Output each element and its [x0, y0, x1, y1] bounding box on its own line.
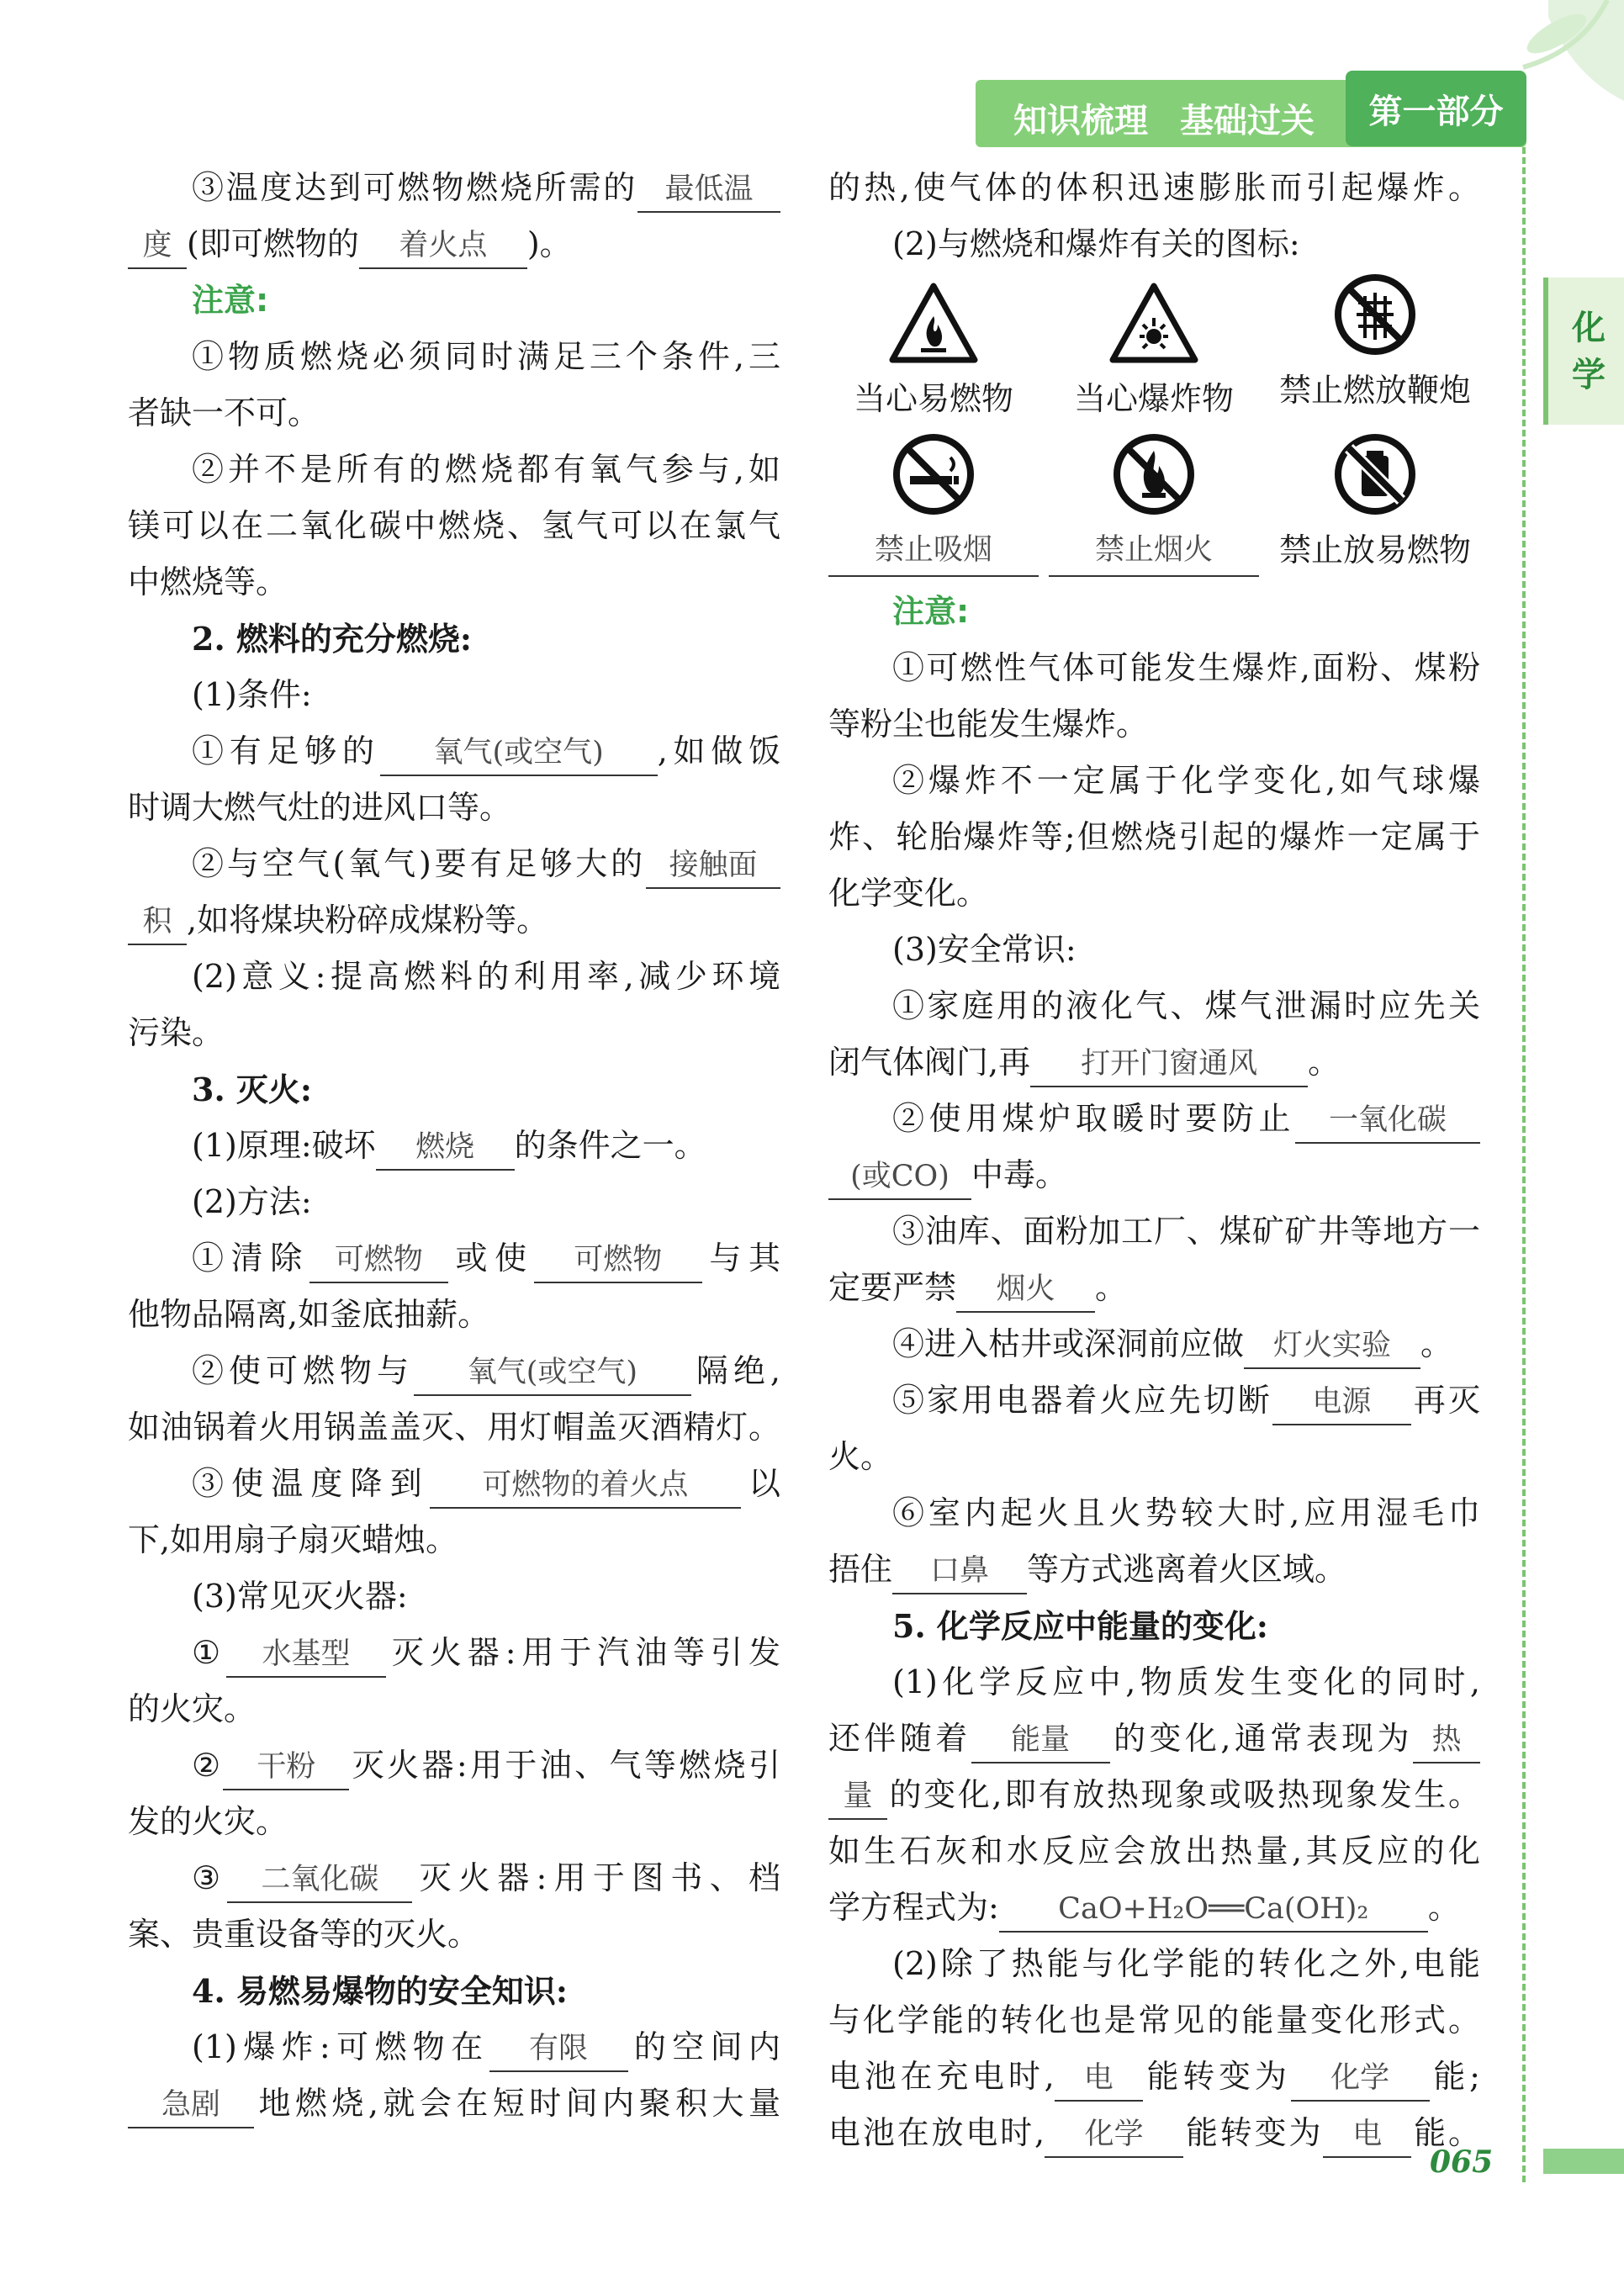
answer-blank: 着火点	[359, 224, 527, 269]
answer-blank: 燃烧	[376, 1125, 515, 1171]
text-line: 如油锅着火用锅盖盖灭、用灯帽盖灭酒精灯。	[128, 1409, 780, 1446]
text-line: ③使温度降到 可燃物的着火点 以	[128, 1456, 780, 1512]
answer-blank: 灯火实验	[1244, 1324, 1420, 1369]
answer-blank: 电源	[1272, 1380, 1411, 1425]
page-number-bar	[1543, 2149, 1624, 2174]
safety-signs-grid	[828, 272, 1480, 584]
text-line: (1)原理:破坏 燃烧 的条件之一。	[128, 1118, 780, 1174]
sign-no-flammables	[1270, 432, 1480, 575]
text-line: (2)除了热能与化学能的转化之外,电能	[892, 1945, 1480, 1982]
text-line: ②使用煤炉取暖时要防止 一氧化碳	[828, 1091, 1480, 1147]
answer-blank: CaO+H₂O══Ca(OH)₂	[999, 1887, 1428, 1933]
text-line: 量 的变化,即有放热现象或吸热现象发生。	[828, 1767, 1480, 1823]
sign-label-blank: 禁止烟火	[1049, 525, 1259, 577]
answer-blank: 电	[1055, 2056, 1143, 2102]
section-heading: 5. 化学反应中能量的变化:	[892, 1607, 1268, 1645]
text-line: 污染。	[128, 1014, 225, 1051]
text-line: (2)意义:提高燃料的利用率,减少环境	[192, 958, 780, 995]
text-line: 电池在充电时, 电 能转变为 化学 能;	[828, 2049, 1480, 2105]
no-open-flame-icon	[1112, 432, 1196, 516]
text-line: 的火灾。	[128, 1690, 257, 1727]
answer-blank: 电	[1323, 2112, 1411, 2158]
text-line: 的热,使气体的体积迅速膨胀而引起爆炸。	[828, 169, 1480, 206]
sign-flammable	[828, 281, 1039, 424]
answer-blank: 急剧	[128, 2083, 254, 2128]
text-line: (2)方法:	[192, 1183, 312, 1220]
text-line: ③油库、面粉加工厂、煤矿矿井等地方一	[892, 1213, 1480, 1250]
no-smoking-icon	[891, 432, 976, 516]
text-line: ① 水基型 灭火器:用于汽油等引发	[128, 1625, 780, 1681]
sign-label: 禁止放易燃物	[1278, 531, 1471, 568]
text-line: ②使可燃物与 氧气(或空气) 隔绝,	[128, 1343, 780, 1399]
answer-blank: 化学	[1291, 2056, 1430, 2102]
sign-explosive	[1049, 281, 1259, 424]
text-line: ①清除 可燃物 或使 可燃物 与其	[128, 1230, 780, 1287]
text-line: 积 ,如将煤块粉碎成煤粉等。	[128, 892, 780, 949]
text-line: 学方程式为: CaO+H₂O══Ca(OH)₂ 。	[828, 1880, 1480, 1936]
answer-blank: 最低温	[637, 167, 780, 213]
answer-blank: 积	[128, 900, 187, 945]
answer-blank: 口鼻	[892, 1549, 1027, 1594]
text-line: ①家庭用的液化气、煤气泄漏时应先关	[892, 987, 1480, 1024]
text-line: 定要严禁 烟火 。	[828, 1260, 1480, 1316]
text-line: (3)常见灭火器:	[192, 1578, 408, 1615]
answer-blank: 有限	[489, 2027, 628, 2072]
text-line: ② 干粉 灭火器:用于油、气等燃烧引	[128, 1737, 780, 1794]
text-line: 火。	[828, 1438, 893, 1475]
text-line: 时调大燃气灶的进风口等。	[128, 789, 512, 826]
text-line: (3)安全常识:	[892, 931, 1076, 968]
header-tag-knowledge: 知识梳理	[1013, 102, 1148, 140]
no-flammables-icon	[1333, 432, 1417, 516]
answer-blank: 可燃物	[309, 1238, 448, 1283]
no-firecrackers-icon	[1333, 272, 1417, 357]
sign-label: 禁止燃放鞭炮	[1278, 372, 1471, 409]
text-line: 度 (即可燃物的 着火点 )。	[128, 216, 780, 272]
text-line: ③ 二氧化碳 灭火器:用于图书、档	[128, 1850, 780, 1906]
header-tag-basics: 基础过关	[1180, 102, 1315, 140]
note-heading: 注意:	[192, 282, 269, 319]
section-heading: 2. 燃料的充分燃烧:	[192, 620, 472, 658]
text-line: ⑥室内起火且火势较大时,应用湿毛巾	[892, 1494, 1480, 1531]
text-line: (1)条件:	[192, 676, 312, 713]
text-line: ④进入枯井或深洞前应做 灯火实验 。	[828, 1316, 1480, 1372]
header-part-label: 第一部分	[1346, 71, 1526, 146]
text-line: ②并不是所有的燃烧都有氧气参与,如	[192, 451, 780, 488]
section-heading: 3. 灭火:	[192, 1071, 312, 1108]
sign-no-firecrackers	[1270, 272, 1480, 415]
text-line: 镁可以在二氧化碳中燃烧、氢气可以在氯气	[128, 507, 780, 544]
section-heading: 4. 易燃易爆物的安全知识:	[192, 1972, 568, 2010]
text-line: 还伴随着 能量 的变化,通常表现为 热	[828, 1711, 1480, 1767]
text-line: (或CO) 中毒。	[828, 1147, 1480, 1203]
sign-label-blank: 禁止吸烟	[828, 525, 1039, 577]
answer-blank: 烟火	[956, 1267, 1095, 1313]
side-tab-char-2: 学	[1572, 355, 1605, 394]
text-line: 他物品隔离,如釜底抽薪。	[128, 1296, 490, 1333]
text-line: (2)与燃烧和爆炸有关的图标:	[892, 225, 1300, 262]
note-heading: 注意:	[892, 593, 970, 630]
sign-no-open-flame	[1049, 432, 1259, 577]
answer-blank: 度	[128, 224, 187, 269]
text-line: ⑤家用电器着火应先切断 电源 再灭	[828, 1372, 1480, 1429]
margin-dashed-line	[1522, 147, 1526, 2182]
text-line: ②与空气(氧气)要有足够大的 接触面	[128, 836, 780, 892]
answer-blank: 一氧化碳	[1295, 1098, 1480, 1144]
text-line: 等粉尘也能发生爆炸。	[828, 706, 1149, 743]
answer-blank: 接触面	[646, 843, 780, 889]
sign-label: 当心易燃物	[853, 380, 1013, 417]
text-line: ③温度达到可燃物燃烧所需的 最低温	[128, 160, 780, 216]
answer-blank: (或CO)	[828, 1155, 971, 1200]
left-column	[128, 160, 780, 2132]
flammable-warning-icon	[887, 281, 980, 365]
answer-blank: 能量	[971, 1718, 1110, 1763]
answer-blank: 可燃物	[534, 1238, 702, 1283]
text-line: 如生石灰和水反应会放出热量,其反应的化	[828, 1832, 1480, 1869]
text-line: 捂住 口鼻 等方式逃离着火区域。	[828, 1541, 1480, 1598]
text-line: ①可燃性气体可能发生爆炸,面粉、煤粉	[892, 649, 1480, 686]
answer-blank: 热	[1413, 1718, 1480, 1763]
text-line: 急剧 地燃烧,就会在短时间内聚积大量	[128, 2075, 780, 2132]
subject-side-tab	[1543, 278, 1624, 425]
text-line: ①有足够的 氧气(或空气) ,如做饭	[128, 723, 780, 780]
text-line: 与化学能的转化也是常见的能量变化形式。	[828, 2001, 1480, 2038]
answer-blank: 氧气(或空气)	[414, 1351, 691, 1396]
text-line: ②爆炸不一定属于化学变化,如气球爆	[892, 762, 1480, 799]
text-line: (1)化学反应中,物质发生变化的同时,	[892, 1663, 1480, 1700]
answer-blank: 打开门窗通风	[1030, 1042, 1308, 1087]
answer-blank: 可燃物的着火点	[430, 1463, 741, 1509]
answer-blank: 量	[828, 1774, 887, 1820]
sign-no-smoking	[828, 432, 1039, 577]
sign-label: 当心爆炸物	[1073, 380, 1234, 417]
text-line: (1)爆炸:可燃物在 有限 的空间内	[128, 2019, 780, 2075]
answer-blank: 水基型	[226, 1632, 386, 1678]
text-line: 化学变化。	[828, 875, 989, 912]
answer-blank: 氧气(或空气)	[380, 731, 658, 776]
side-tab-char-1: 化	[1572, 308, 1605, 347]
text-line: ①物质燃烧必须同时满足三个条件,三	[192, 338, 780, 375]
answer-blank: 干粉	[223, 1745, 349, 1790]
text-line: 电池在放电时, 化学 能转变为 电 能。	[828, 2105, 1480, 2161]
text-line: 闭气体阀门,再 打开门窗通风 。	[828, 1034, 1480, 1091]
right-column	[828, 160, 1480, 2161]
answer-blank: 化学	[1045, 2112, 1183, 2158]
text-line: 下,如用扇子扇灭蜡烛。	[128, 1521, 458, 1558]
text-line: 案、贵重设备等的灭火。	[128, 1916, 480, 1953]
answer-blank: 二氧化碳	[227, 1858, 412, 1903]
text-line: 者缺一不可。	[128, 394, 320, 431]
text-line: 炸、轮胎爆炸等;但燃烧引起的爆炸一定属于	[828, 818, 1480, 855]
page-number: 065	[1430, 2144, 1494, 2180]
text-line: 中燃烧等。	[128, 563, 288, 600]
explosive-warning-icon	[1108, 281, 1200, 365]
text-line: 发的火灾。	[128, 1803, 288, 1840]
